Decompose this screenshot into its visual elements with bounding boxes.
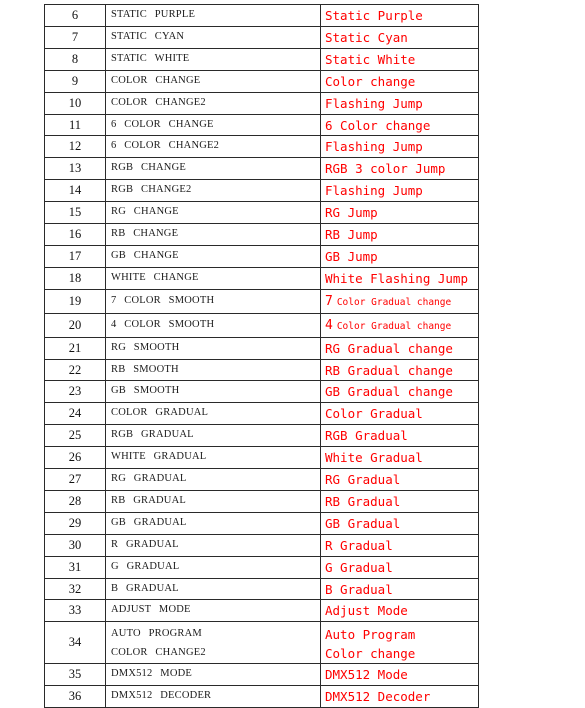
mode-number-cell: 19 [45, 289, 106, 313]
mode-name-cell: COLOR CHANGE2 [106, 92, 321, 114]
mode-number-cell: 33 [45, 600, 106, 622]
mode-name-cell [106, 622, 321, 664]
mode-name-line: AUTO PROGRAM [111, 627, 202, 639]
table-row [45, 490, 479, 512]
table-row [45, 337, 479, 359]
mode-name-cell: WHITE GRADUAL [106, 447, 321, 469]
mode-number-cell: 15 [45, 202, 106, 224]
table-row [45, 136, 479, 158]
table-row [45, 48, 479, 70]
mode-number-cell: 31 [45, 556, 106, 578]
mode-name-cell: DMX512 DECODER [106, 685, 321, 707]
mode-description-cell: RGB Gradual [321, 425, 479, 447]
mode-number-cell: 36 [45, 685, 106, 707]
table-row [45, 202, 479, 224]
mode-table-body [45, 5, 479, 708]
mode-name-cell: 4 COLOR SMOOTH [106, 313, 321, 337]
mode-number-cell: 11 [45, 114, 106, 136]
mode-description-line: Color change [325, 645, 416, 661]
table-row [45, 5, 479, 27]
mode-number-cell: 32 [45, 578, 106, 600]
table-row [45, 381, 479, 403]
mode-table [44, 4, 479, 708]
mode-number-cell: 14 [45, 180, 106, 202]
table-row [45, 685, 479, 707]
mode-number-cell: 20 [45, 313, 106, 337]
mode-name-cell: G GRADUAL [106, 556, 321, 578]
mode-name-cell: WHITE CHANGE [106, 267, 321, 289]
mode-description-cell: RB Gradual change [321, 359, 479, 381]
mode-name-cell: B GRADUAL [106, 578, 321, 600]
mode-name-cell: ADJUST MODE [106, 600, 321, 622]
mode-number-cell: 26 [45, 447, 106, 469]
table-row [45, 224, 479, 246]
mode-number-cell: 18 [45, 267, 106, 289]
mode-description-prefix: 4 [325, 317, 333, 333]
mode-description-cell: RG Gradual [321, 469, 479, 491]
mode-number-cell: 27 [45, 469, 106, 491]
mode-number-cell: 16 [45, 224, 106, 246]
mode-number-cell: 35 [45, 663, 106, 685]
mode-description-cell: DMX512 Decoder [321, 685, 479, 707]
mode-description-cell: GB Gradual change [321, 381, 479, 403]
mode-number-cell: 28 [45, 490, 106, 512]
mode-number-cell: 34 [45, 622, 106, 664]
mode-name-cell: RB CHANGE [106, 224, 321, 246]
mode-number-cell: 9 [45, 70, 106, 92]
mode-number-cell: 13 [45, 158, 106, 180]
mode-description-prefix: 7 [325, 293, 333, 309]
mode-number-cell: 8 [45, 48, 106, 70]
mode-number-cell: 25 [45, 425, 106, 447]
mode-name-cell: RG SMOOTH [106, 337, 321, 359]
mode-number-cell: 7 [45, 26, 106, 48]
mode-number-cell: 29 [45, 512, 106, 534]
mode-name-cell: RGB CHANGE2 [106, 180, 321, 202]
mode-name-cell: DMX512 MODE [106, 663, 321, 685]
table-row [45, 359, 479, 381]
mode-description-cell: RGB 3 color Jump [321, 158, 479, 180]
mode-description-cell: Flashing Jump [321, 136, 479, 158]
mode-name-cell: COLOR CHANGE [106, 70, 321, 92]
table-row [45, 447, 479, 469]
mode-name-cell: RGB GRADUAL [106, 425, 321, 447]
table-row [45, 313, 479, 337]
table-row [45, 663, 479, 685]
mode-name-cell: STATIC PURPLE [106, 5, 321, 27]
mode-name-cell: COLOR GRADUAL [106, 403, 321, 425]
mode-number-cell: 21 [45, 337, 106, 359]
mode-description-cell: RG Gradual change [321, 337, 479, 359]
table-row [45, 534, 479, 556]
table-row [45, 289, 479, 313]
table-row [45, 158, 479, 180]
table-row [45, 600, 479, 622]
mode-name-cell: 6 COLOR CHANGE2 [106, 136, 321, 158]
mode-number-cell: 12 [45, 136, 106, 158]
mode-description-cell [321, 622, 479, 664]
mode-description-line: Auto Program [325, 626, 416, 642]
table-row [45, 578, 479, 600]
mode-name-cell: RG CHANGE [106, 202, 321, 224]
mode-name-cell: 7 COLOR SMOOTH [106, 289, 321, 313]
mode-description-cell: DMX512 Mode [321, 663, 479, 685]
mode-name-cell: RG GRADUAL [106, 469, 321, 491]
mode-name-cell: STATIC WHITE [106, 48, 321, 70]
mode-description-cell: Adjust Mode [321, 600, 479, 622]
mode-description-cell [321, 313, 479, 337]
mode-name-cell: 6 COLOR CHANGE [106, 114, 321, 136]
mode-number-cell: 10 [45, 92, 106, 114]
table-row [45, 114, 479, 136]
mode-name-cell: GB CHANGE [106, 245, 321, 267]
mode-description-cell: White Flashing Jump [321, 267, 479, 289]
table-row [45, 622, 479, 664]
table-row [45, 469, 479, 491]
mode-description-cell: Static Purple [321, 5, 479, 27]
mode-name-cell: RB GRADUAL [106, 490, 321, 512]
mode-description-cell [321, 289, 479, 313]
mode-description-cell: GB Gradual [321, 512, 479, 534]
mode-description-cell: G Gradual [321, 556, 479, 578]
mode-description-cell: Static White [321, 48, 479, 70]
mode-name-cell: GB SMOOTH [106, 381, 321, 403]
table-row [45, 92, 479, 114]
mode-number-cell: 6 [45, 5, 106, 27]
table-row [45, 245, 479, 267]
mode-description-text: Color Gradual change [336, 320, 452, 332]
mode-description-cell: Flashing Jump [321, 180, 479, 202]
table-row [45, 26, 479, 48]
mode-description-cell: 6 Color change [321, 114, 479, 136]
mode-description-cell: R Gradual [321, 534, 479, 556]
mode-description-cell: RB Gradual [321, 490, 479, 512]
mode-name-cell: R GRADUAL [106, 534, 321, 556]
mode-description-cell: RG Jump [321, 202, 479, 224]
mode-description-cell: GB Jump [321, 245, 479, 267]
table-row [45, 403, 479, 425]
table-row [45, 267, 479, 289]
mode-number-cell: 17 [45, 245, 106, 267]
table-row [45, 425, 479, 447]
mode-name-cell: RGB CHANGE [106, 158, 321, 180]
table-row [45, 70, 479, 92]
mode-description-cell: Color Gradual [321, 403, 479, 425]
mode-name-cell: STATIC CYAN [106, 26, 321, 48]
mode-number-cell: 24 [45, 403, 106, 425]
mode-description-cell: Color change [321, 70, 479, 92]
mode-number-cell: 23 [45, 381, 106, 403]
table-row [45, 180, 479, 202]
mode-name-line: COLOR CHANGE2 [111, 646, 206, 658]
table-row [45, 512, 479, 534]
mode-description-cell: RB Jump [321, 224, 479, 246]
mode-number-cell: 22 [45, 359, 106, 381]
mode-description-cell: White Gradual [321, 447, 479, 469]
table-row [45, 556, 479, 578]
mode-name-cell: RB SMOOTH [106, 359, 321, 381]
mode-description-cell: B Gradual [321, 578, 479, 600]
mode-number-cell: 30 [45, 534, 106, 556]
mode-description-cell: Static Cyan [321, 26, 479, 48]
mode-description-cell: Flashing Jump [321, 92, 479, 114]
mode-description-text: Color Gradual change [336, 296, 452, 308]
mode-name-cell: GB GRADUAL [106, 512, 321, 534]
